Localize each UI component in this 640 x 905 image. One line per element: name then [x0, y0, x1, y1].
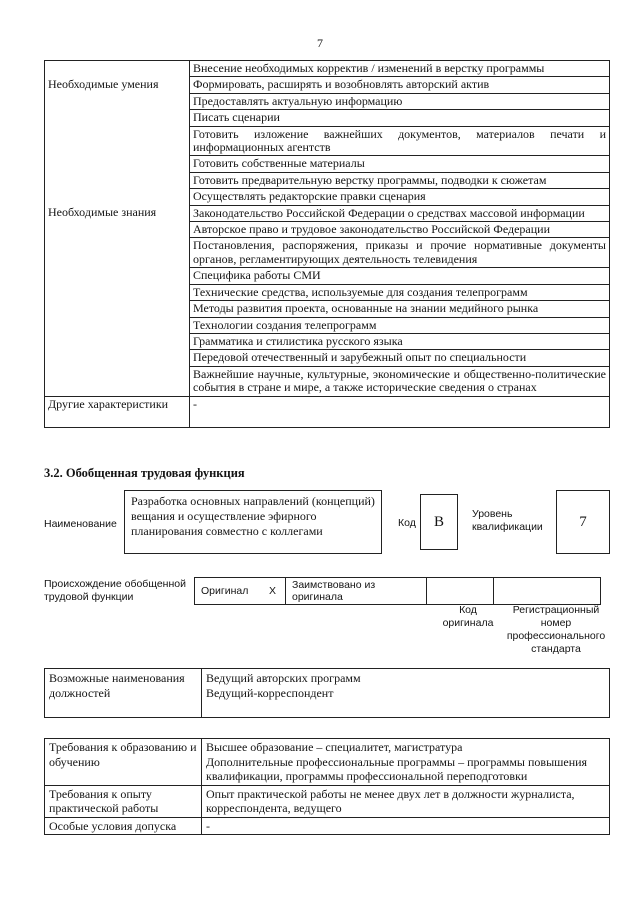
knowledge-item: Грамматика и стилистика русского языка [190, 333, 610, 349]
level-label-line: квалификации [472, 521, 543, 533]
skill-item: Предоставлять актуальную информацию [190, 93, 610, 109]
positions-label: Возможные наименования должностей [45, 669, 202, 718]
other-characteristics-value: - [190, 396, 610, 427]
page-number: 7 [317, 36, 323, 50]
code-value-box: В [420, 494, 458, 550]
qualification-level-box: 7 [556, 490, 610, 554]
special-conditions-value: - [202, 817, 610, 835]
experience-label: Требования к опыту практической работы [45, 785, 202, 817]
original-mark: Х [263, 578, 286, 605]
origin-label [44, 578, 186, 604]
education-item: Дополнительные профессиональные программы – программы повышения квалификации, программы профессиональной переподготовки [206, 754, 588, 783]
skills-label: Необходимые умения [45, 77, 190, 205]
table-cell: Внесение необходимых корректив / изменений в верстку программы [190, 61, 610, 77]
caption-line: номер [540, 617, 572, 629]
registration-number-cell [494, 578, 601, 605]
education-value [202, 739, 610, 786]
code-label: Код [398, 517, 416, 529]
education-label: Требования к образованию и обучению [45, 739, 202, 786]
skill-item: Формировать, расширять и возобновлять авторский актив [190, 77, 610, 93]
education-item: Высшее образование – специалитет, магистратура [206, 740, 463, 754]
function-name-box: Разработка основных направлений (концепций) вещания и осуществление эфирного планирования совместно с коллегами [124, 490, 382, 554]
special-conditions-label: Особые условия допуска [45, 817, 202, 835]
caption-line: оригинала [442, 617, 494, 629]
original-code-caption [434, 604, 502, 630]
level-label-line: Уровень [472, 508, 513, 520]
caption-line: профессионального [506, 630, 606, 642]
positions-table [44, 668, 610, 718]
borrowed-cell: Заимствовано из оригинала [286, 578, 427, 605]
caption-line: стандарта [531, 643, 581, 655]
empty-label-cell [45, 61, 190, 77]
knowledge-item: Технические средства, используемые для создания телепрограмм [190, 284, 610, 300]
section-title: 3.2. Обобщенная трудовая функция [44, 466, 245, 480]
knowledge-item: Передовой отечественный и зарубежный опыт по специальности [190, 350, 610, 366]
positions-value [202, 669, 610, 718]
origin-table [194, 577, 601, 605]
skill-item: Писать сценарии [190, 110, 610, 126]
other-characteristics-label: Другие характеристики [45, 396, 190, 427]
original-cell: Оригинал [195, 578, 264, 605]
skill-item: Готовить предварительную верстку программы, подводки к сюжетам [190, 172, 610, 188]
skill-item: Осуществлять редакторские правки сценария [190, 189, 610, 205]
knowledge-item: Технологии создания телепрограмм [190, 317, 610, 333]
knowledge-item: Законодательство Российской Федерации о средствах массовой информации [190, 205, 610, 221]
knowledge-label: Необходимые знания [45, 205, 190, 396]
position-item: Ведущий авторских программ [206, 671, 361, 685]
original-code-cell [427, 578, 494, 605]
registration-number-caption [502, 604, 610, 656]
knowledge-item: Важнейшие научные, культурные, экономические и общественно-политические события в стране и мире, а также исторические сведения о странах [190, 366, 610, 396]
origin-label-line: трудовой функции [44, 591, 134, 603]
knowledge-item: Авторское право и трудовое законодательство Российской Федерации [190, 222, 610, 238]
skills-knowledge-table [44, 60, 610, 428]
knowledge-item: Постановления, распоряжения, приказы и прочие нормативные документы органов, регламентирующих деятельность телевидения [190, 238, 610, 268]
name-label: Наименование [44, 518, 117, 530]
skill-item: Готовить собственные материалы [190, 156, 610, 172]
skill-item: Готовить изложение важнейших документов, материалов печати и информационных агентств [190, 126, 610, 156]
origin-label-line: Происхождение обобщенной [44, 578, 186, 590]
position-item: Ведущий-корреспондент [206, 686, 334, 700]
qualification-level-label [472, 508, 543, 534]
caption-line: Код [459, 604, 477, 616]
caption-line: Регистрационный [512, 604, 600, 616]
knowledge-item: Методы развития проекта, основанные на знании медийного рынка [190, 301, 610, 317]
knowledge-item: Специфика работы СМИ [190, 268, 610, 284]
requirements-table [44, 738, 610, 835]
experience-value: Опыт практической работы не менее двух лет в должности журналиста, корреспондента, ведущего [202, 785, 610, 817]
